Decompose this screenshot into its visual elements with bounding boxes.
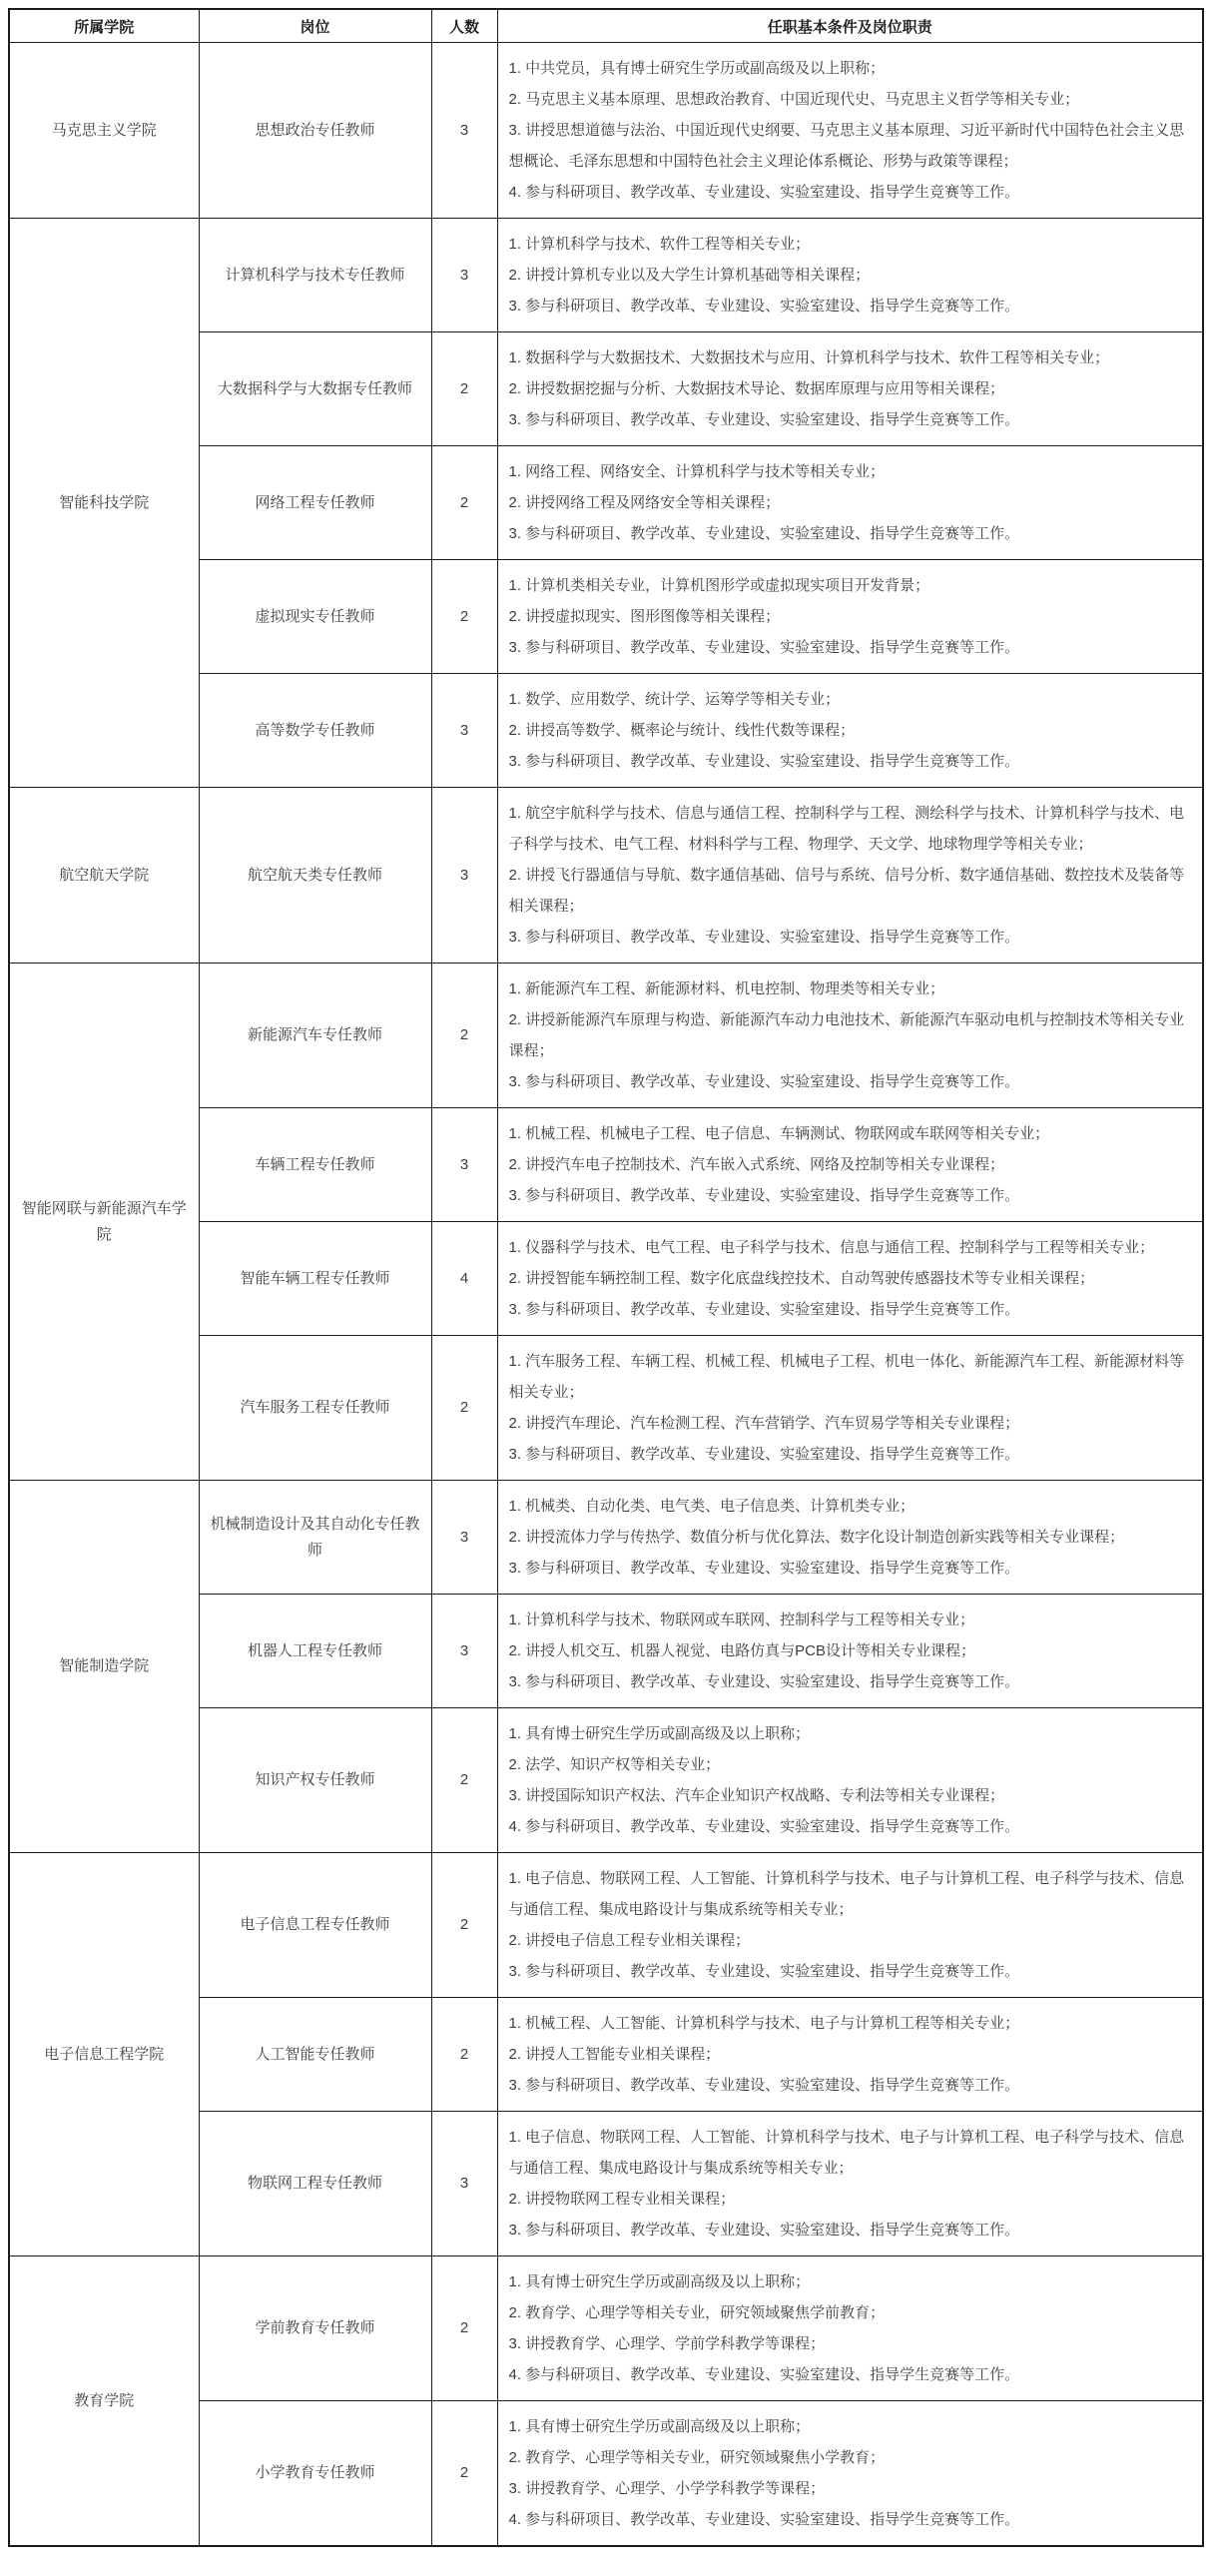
requirement-line: 1. 电子信息、物联网工程、人工智能、计算机科学与技术、电子与计算机工程、电子科学与技术、信息与通信工程、集成电路设计与集成系统等相关专业； [508,1870,1185,1918]
requirement-line: 3. 讲授教育学、心理学、小学学科教学等课程； [508,2480,826,2497]
requirements-cell [497,1708,1203,1853]
requirements-cell [497,560,1203,674]
table-row [9,788,1203,964]
requirement-line: 1. 机械工程、人工智能、计算机科学与技术、电子与计算机工程等相关专业； [508,2015,1020,2032]
requirement-line: 3. 参与科研项目、教学改革、专业建设、实验室建设、指导学生竞赛等工作。 [508,639,1020,656]
count-cell: 2 [431,2401,497,2547]
count-cell: 3 [431,43,497,219]
requirements-cell [497,2401,1203,2547]
requirement-line: 2. 法学、知识产权等相关专业； [508,1756,721,1773]
position-cell: 网络工程专任教师 [199,446,431,560]
requirement-line: 2. 马克思主义基本原理、思想政治教育、中国近现代史、马克思主义哲学等相关专业； [508,91,1080,108]
requirement-line: 2. 讲授高等数学、概率论与统计、线性代数等课程； [508,722,856,739]
requirement-line: 3. 参与科研项目、教学改革、专业建设、实验室建设、指导学生竞赛等工作。 [508,1073,1020,1090]
position-cell: 机械制造设计及其自动化专任教师 [199,1481,431,1595]
requirement-line: 3. 参与科研项目、教学改革、专业建设、实验室建设、指导学生竞赛等工作。 [508,1446,1020,1463]
requirement-line: 2. 讲授人机交互、机器人视觉、电路仿真与PCB设计等相关专业课程； [508,1642,976,1659]
count-cell: 2 [431,560,497,674]
requirement-line: 1. 机械工程、机械电子工程、电子信息、车辆测试、物联网或车联网等相关专业； [508,1125,1050,1142]
requirements-cell [497,1222,1203,1336]
header-requirements: 任职基本条件及岗位职责 [497,9,1203,43]
requirement-line: 2. 讲授电子信息工程专业相关课程； [508,1932,751,1949]
table-row [9,219,1203,332]
count-cell: 3 [431,674,497,788]
requirements-cell [497,43,1203,219]
count-cell: 2 [431,964,497,1108]
count-cell: 2 [431,1998,497,2112]
table-row [9,1853,1203,1998]
requirement-line: 2. 讲授计算机专业以及大学生计算机基础等相关课程； [508,267,871,284]
position-cell: 航空航天类专任教师 [199,788,431,964]
requirement-line: 3. 参与科研项目、教学改革、专业建设、实验室建设、指导学生竞赛等工作。 [508,2077,1020,2094]
position-cell: 智能车辆工程专任教师 [199,1222,431,1336]
requirement-line: 2. 讲授数据挖掘与分析、大数据技术导论、数据库原理与应用等相关课程； [508,380,1005,397]
requirements-cell [497,674,1203,788]
position-cell: 虚拟现实专任教师 [199,560,431,674]
requirements-cell [497,788,1203,964]
table-body [9,43,1203,2547]
college-cell: 航空航天学院 [9,788,199,964]
requirements-cell [497,332,1203,446]
position-cell: 高等数学专任教师 [199,674,431,788]
position-cell: 计算机科学与技术专任教师 [199,219,431,332]
requirement-line: 1. 新能源汽车工程、新能源材料、机电控制、物理类等相关专业； [508,980,945,997]
requirements-cell [497,1998,1203,2112]
header-count: 人数 [431,9,497,43]
requirements-cell [497,2256,1203,2401]
requirement-line: 3. 讲授思想道德与法治、中国近现代史纲要、马克思主义基本原理、习近平新时代中国特色社会主义思想概论、毛泽东思想和中国特色社会主义理论体系概论、形势与政策等课程； [508,122,1185,170]
requirements-cell [497,446,1203,560]
requirement-line: 2. 讲授智能车辆控制工程、数字化底盘线控技术、自动驾驶传感器技术等专业相关课程； [508,1270,1095,1287]
requirement-line: 1. 计算机科学与技术、软件工程等相关专业； [508,236,811,253]
position-cell: 机器人工程专任教师 [199,1595,431,1708]
requirement-line: 4. 参与科研项目、教学改革、专业建设、实验室建设、指导学生竞赛等工作。 [508,2366,1020,2383]
header-college: 所属学院 [9,9,199,43]
requirements-cell [497,1336,1203,1481]
table-row [9,2256,1203,2401]
count-cell: 3 [431,1595,497,1708]
requirement-line: 3. 讲授国际知识产权法、汽车企业知识产权战略、专利法等相关专业课程； [508,1787,1005,1804]
requirement-line: 3. 参与科研项目、教学改革、专业建设、实验室建设、指导学生竞赛等工作。 [508,929,1020,946]
count-cell: 3 [431,1108,497,1222]
requirement-line: 3. 参与科研项目、教学改革、专业建设、实验室建设、指导学生竞赛等工作。 [508,411,1020,428]
requirement-line: 1. 仪器科学与技术、电气工程、电子科学与技术、信息与通信工程、控制科学与工程等相关专业； [508,1239,1155,1256]
table-row [9,43,1203,219]
requirement-line: 1. 具有博士研究生学历或副高级及以上职称； [508,2273,811,2290]
requirement-line: 1. 汽车服务工程、车辆工程、机械工程、机械电子工程、机电一体化、新能源汽车工程、新能源材料等相关专业； [508,1353,1185,1401]
requirement-line: 4. 参与科研项目、教学改革、专业建设、实验室建设、指导学生竞赛等工作。 [508,184,1020,201]
requirement-line: 3. 参与科研项目、教学改革、专业建设、实验室建设、指导学生竞赛等工作。 [508,1673,1020,1690]
count-cell: 2 [431,446,497,560]
position-cell: 电子信息工程专任教师 [199,1853,431,1998]
requirement-line: 2. 讲授虚拟现实、图形图像等相关课程； [508,608,781,625]
table-row [9,1481,1203,1595]
requirement-line: 4. 参与科研项目、教学改革、专业建设、实验室建设、指导学生竞赛等工作。 [508,1818,1020,1835]
count-cell: 2 [431,2256,497,2401]
college-cell: 电子信息工程学院 [9,1853,199,2256]
position-cell: 知识产权专任教师 [199,1708,431,1853]
count-cell: 2 [431,1336,497,1481]
requirement-line: 4. 参与科研项目、教学改革、专业建设、实验室建设、指导学生竞赛等工作。 [508,2511,1020,2528]
requirement-line: 1. 航空宇航科学与技术、信息与通信工程、控制科学与工程、测绘科学与技术、计算机科学与技术、电子科学与技术、电气工程、材料科学与工程、物理学、天文学、地球物理学等相关专业； [508,805,1185,853]
requirement-line: 2. 讲授飞行器通信与导航、数字通信基础、信号与系统、信号分析、数字通信基础、数控技术及装备等相关课程； [508,867,1185,915]
requirement-line: 2. 讲授物联网工程专业相关课程； [508,2191,736,2208]
requirement-line: 1. 中共党员，具有博士研究生学历或副高级及以上职称； [508,60,886,77]
requirement-line: 3. 参与科研项目、教学改革、专业建设、实验室建设、指导学生竞赛等工作。 [508,298,1020,315]
college-cell: 教育学院 [9,2256,199,2547]
requirements-cell [497,2112,1203,2256]
requirements-cell [497,964,1203,1108]
count-cell: 2 [431,1853,497,1998]
college-cell: 智能网联与新能源汽车学院 [9,964,199,1481]
requirement-line: 2. 教育学、心理学等相关专业，研究领域聚焦学前教育； [508,2304,886,2321]
table-row [9,964,1203,1108]
requirement-line: 1. 具有博士研究生学历或副高级及以上职称； [508,1725,811,1742]
requirements-cell [497,219,1203,332]
requirement-line: 3. 参与科研项目、教学改革、专业建设、实验室建设、指导学生竞赛等工作。 [508,1187,1020,1204]
position-cell: 汽车服务工程专任教师 [199,1336,431,1481]
count-cell: 3 [431,788,497,964]
college-cell: 马克思主义学院 [9,43,199,219]
requirement-line: 2. 讲授新能源汽车原理与构造、新能源汽车动力电池技术、新能源汽车驱动电机与控制技术等相关专业课程； [508,1011,1185,1059]
position-cell: 新能源汽车专任教师 [199,964,431,1108]
requirements-cell [497,1853,1203,1998]
requirement-line: 1. 网络工程、网络安全、计算机科学与技术等相关专业； [508,463,886,480]
requirements-cell [497,1481,1203,1595]
college-cell: 智能科技学院 [9,219,199,788]
count-cell: 2 [431,332,497,446]
count-cell: 3 [431,219,497,332]
header-row [9,9,1203,43]
position-cell: 学前教育专任教师 [199,2256,431,2401]
requirement-line: 1. 数据科学与大数据技术、大数据技术与应用、计算机科学与技术、软件工程等相关专业； [508,349,1110,366]
requirement-line: 3. 参与科研项目、教学改革、专业建设、实验室建设、指导学生竞赛等工作。 [508,1301,1020,1318]
count-cell: 4 [431,1222,497,1336]
requirement-line: 2. 教育学、心理学等相关专业，研究领域聚焦小学教育； [508,2449,886,2466]
count-cell: 2 [431,1708,497,1853]
position-cell: 物联网工程专任教师 [199,2112,431,2256]
requirement-line: 2. 讲授网络工程及网络安全等相关课程； [508,494,781,511]
requirement-line: 3. 参与科研项目、教学改革、专业建设、实验室建设、指导学生竞赛等工作。 [508,753,1020,770]
requirement-line: 1. 数学、应用数学、统计学、运筹学等相关专业； [508,691,841,708]
requirement-line: 3. 参与科研项目、教学改革、专业建设、实验室建设、指导学生竞赛等工作。 [508,2222,1020,2239]
requirement-line: 1. 计算机类相关专业，计算机图形学或虚拟现实项目开发背景； [508,577,930,594]
position-cell: 思想政治专任教师 [199,43,431,219]
requirement-line: 1. 电子信息、物联网工程、人工智能、计算机科学与技术、电子与计算机工程、电子科学与技术、信息与通信工程、集成电路设计与集成系统等相关专业； [508,2129,1185,2177]
requirements-cell [497,1595,1203,1708]
requirement-line: 3. 参与科研项目、教学改革、专业建设、实验室建设、指导学生竞赛等工作。 [508,1963,1020,1980]
position-cell: 大数据科学与大数据专任教师 [199,332,431,446]
count-cell: 3 [431,1481,497,1595]
college-cell: 智能制造学院 [9,1481,199,1853]
position-cell: 人工智能专任教师 [199,1998,431,2112]
requirement-line: 2. 讲授流体力学与传热学、数值分析与优化算法、数字化设计制造创新实践等相关专业课程； [508,1529,1125,1546]
requirement-line: 1. 具有博士研究生学历或副高级及以上职称； [508,2418,811,2435]
requirement-line: 3. 讲授教育学、心理学、学前学科教学等课程； [508,2335,826,2352]
header-position: 岗位 [199,9,431,43]
requirement-line: 1. 计算机科学与技术、物联网或车联网、控制科学与工程等相关专业； [508,1611,975,1628]
requirement-line: 3. 参与科研项目、教学改革、专业建设、实验室建设、指导学生竞赛等工作。 [508,1560,1020,1577]
position-cell: 车辆工程专任教师 [199,1108,431,1222]
requirements-cell [497,1108,1203,1222]
requirement-line: 2. 讲授人工智能专业相关课程； [508,2046,721,2063]
recruitment-table [8,8,1204,2547]
requirement-line: 3. 参与科研项目、教学改革、专业建设、实验室建设、指导学生竞赛等工作。 [508,525,1020,542]
requirement-line: 2. 讲授汽车电子控制技术、汽车嵌入式系统、网络及控制等相关专业课程； [508,1156,1005,1173]
position-cell: 小学教育专任教师 [199,2401,431,2547]
requirement-line: 1. 机械类、自动化类、电气类、电子信息类、计算机类专业； [508,1498,915,1515]
count-cell: 3 [431,2112,497,2256]
requirement-line: 2. 讲授汽车理论、汽车检测工程、汽车营销学、汽车贸易学等相关专业课程； [508,1415,1020,1432]
